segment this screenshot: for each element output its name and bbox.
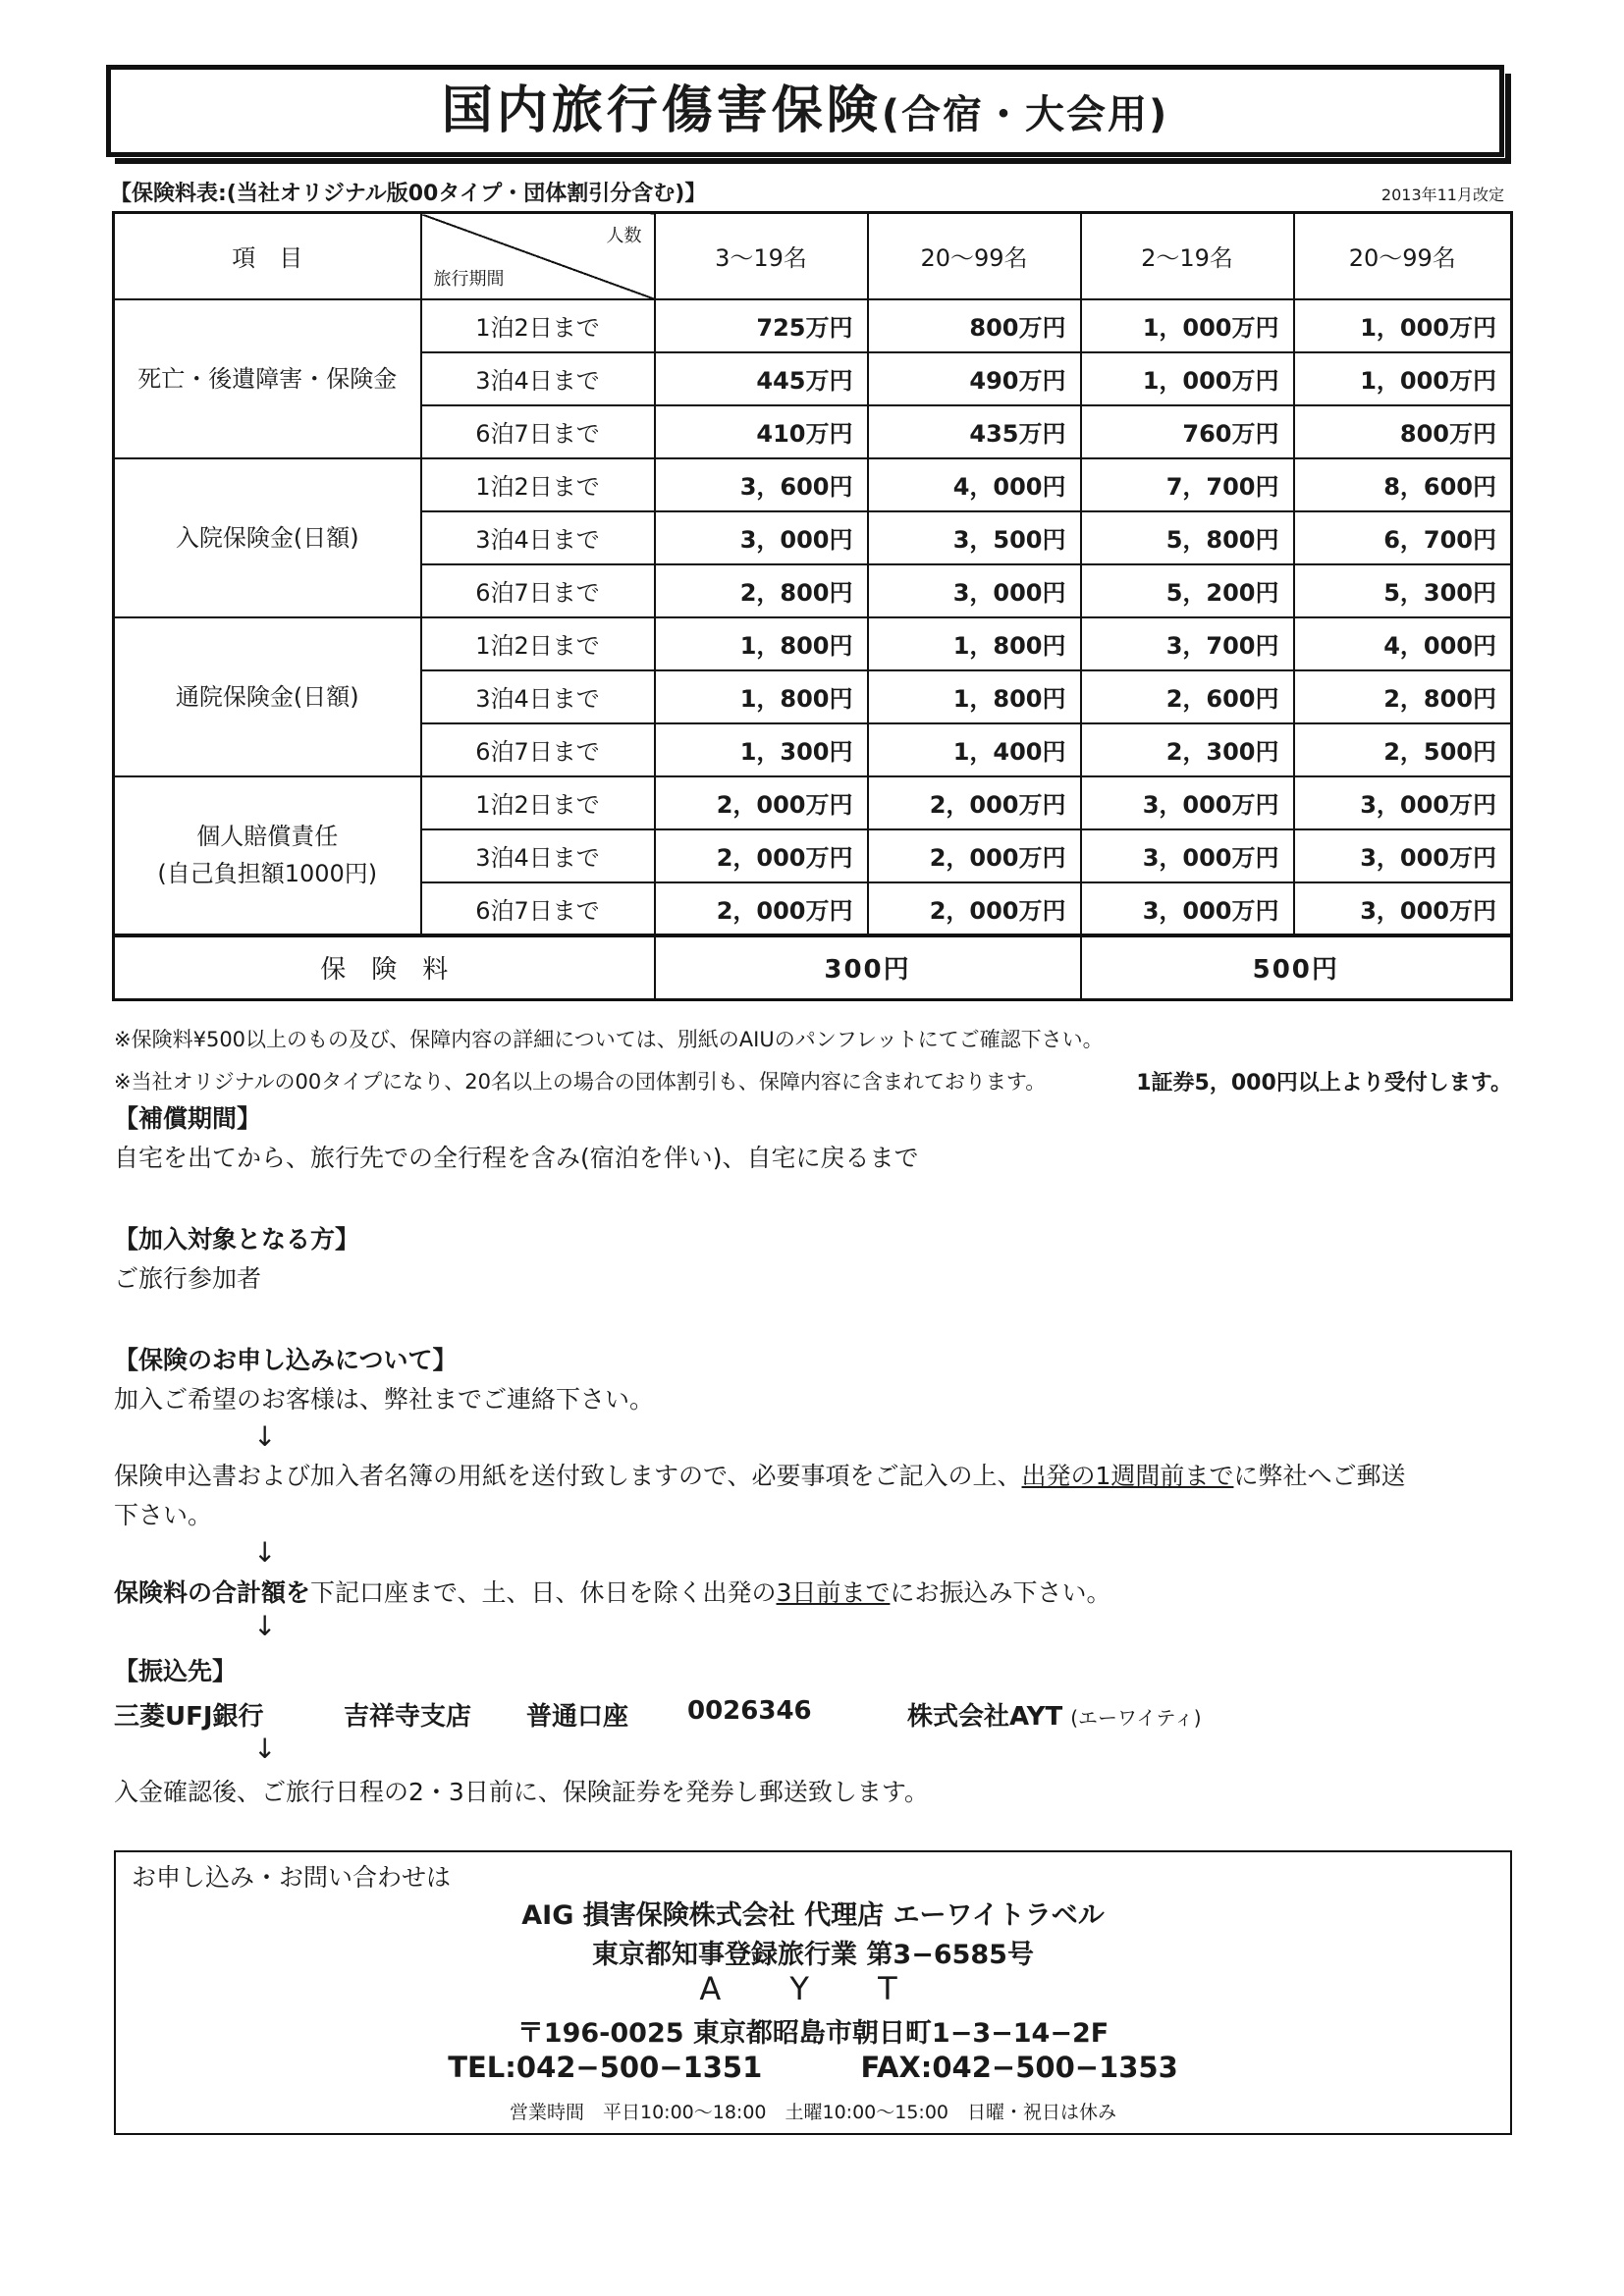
step2-text-b: に弊社へご郵送 [1233, 1462, 1406, 1490]
rate-cell: 1，400円 [868, 723, 1081, 776]
period-cell: 1泊2日まで [421, 299, 655, 352]
rate-cell: 435万円 [868, 405, 1081, 458]
rate-cell: 1，000万円 [1081, 352, 1294, 405]
bank-name: 三菱UFJ銀行 [114, 1702, 264, 1732]
account-holder-kana: (エーワイティ) [1070, 1706, 1202, 1730]
rate-cell: 1，000万円 [1294, 352, 1512, 405]
eligible-heading: 【加入対象となる方】 [114, 1225, 360, 1254]
application-step1: 加入ご希望のお客様は、弊社までご連絡下さい。 [114, 1385, 655, 1414]
category-liability [114, 776, 421, 935]
application-section [114, 1341, 654, 1419]
company-logo: A Y T [699, 1970, 927, 2007]
period-cell: 1泊2日まで [421, 458, 655, 511]
rate-cell: 5，800円 [1081, 511, 1294, 564]
rate-cell: 410万円 [655, 405, 868, 458]
rate-cell: 3，000万円 [1081, 776, 1294, 829]
page-subtitle: (合宿・大会用) [881, 92, 1169, 137]
business-hours: 営業時間 平日10:00〜18:00 土曜10:00〜15:00 日曜・祝日は休み [509, 2102, 1117, 2123]
rate-cell: 2，000万円 [655, 829, 868, 882]
travel-registration: 東京都知事登録旅行業 第3−6585号 [592, 1940, 1034, 1970]
rate-cell: 760万円 [1081, 405, 1294, 458]
premium-row [114, 935, 1512, 1000]
note-aiu: ※保険料¥500以上のもの及び、保障内容の詳細については、別紙のAIUのパンフレットにてご確認下さい。 [114, 1028, 1104, 1051]
transfer-final: 入金確認後、ご旅行日程の2・3日前に、保険証券を発券し郵送致します。 [114, 1778, 929, 1806]
phone-number: TEL:042−500−1351 [448, 2051, 763, 2084]
period-cell: 1泊2日まで [421, 617, 655, 670]
account-holder-name: 株式会社AYT [907, 1702, 1063, 1732]
rate-cell: 2，000万円 [868, 776, 1081, 829]
category-liability-name: 個人賠償責任 [196, 823, 339, 850]
rate-cell: 2，600円 [1081, 670, 1294, 723]
rate-cell: 2，800円 [655, 564, 868, 617]
period-cell: 3泊4日まで [421, 829, 655, 882]
rate-cell: 2，000万円 [655, 776, 868, 829]
period-cell: 6泊7日まで [421, 564, 655, 617]
table-row [114, 776, 1512, 829]
contact-title: お申し込み・お問い合わせは [132, 1863, 452, 1892]
account-holder [907, 1696, 1202, 1733]
arrow-down-icon: ↓ [253, 1536, 277, 1569]
header-item: 項 目 [114, 213, 421, 299]
page-title: 国内旅行傷害保険 [441, 81, 882, 140]
category-liability-note: (自己負担額1000円) [157, 860, 378, 887]
header-col-4: 20〜99名 [1294, 213, 1512, 299]
rate-cell: 3，000万円 [1081, 829, 1294, 882]
company-address: 〒196-0025 東京都昭島市朝日町1−3−14−2F [516, 2018, 1110, 2049]
rate-cell: 3，000円 [655, 511, 868, 564]
table-header-row [114, 213, 1512, 299]
rate-cell: 2，300円 [1081, 723, 1294, 776]
rate-cell: 6，700円 [1294, 511, 1512, 564]
header-people: 人数 [606, 226, 642, 246]
transfer-heading: 【振込先】 [114, 1657, 238, 1685]
arrow-down-icon: ↓ [253, 1420, 277, 1453]
category-hospital: 入院保険金(日額) [114, 458, 421, 617]
table-row [114, 617, 1512, 670]
rate-cell: 3，000万円 [1081, 882, 1294, 935]
application-step2 [114, 1457, 1489, 1535]
rate-cell: 7，700円 [1081, 458, 1294, 511]
rate-cell: 725万円 [655, 299, 868, 352]
rate-cell: 2，000万円 [868, 829, 1081, 882]
rate-cell: 5，200円 [1081, 564, 1294, 617]
rate-cell: 1，800円 [868, 670, 1081, 723]
bank-branch: 吉祥寺支店 [344, 1702, 472, 1732]
rate-cell: 2，000万円 [655, 882, 868, 935]
rate-cell: 1，000万円 [1081, 299, 1294, 352]
rates-header: 【保険料表:(当社オリジナル版00タイプ・団体割引分含む)】 [110, 182, 707, 206]
rate-cell: 1，300円 [655, 723, 868, 776]
rate-cell: 800万円 [868, 299, 1081, 352]
arrow-down-icon: ↓ [253, 1733, 277, 1765]
account-type: 普通口座 [526, 1702, 629, 1732]
rate-cell: 8，600円 [1294, 458, 1512, 511]
rate-cell: 2，800円 [1294, 670, 1512, 723]
rate-cell: 5，300円 [1294, 564, 1512, 617]
coverage-section [114, 1099, 919, 1178]
step3-text-a: 保険料の合計額を [114, 1578, 311, 1607]
period-cell: 6泊7日まで [421, 723, 655, 776]
premium-table [112, 211, 1513, 1001]
rate-cell: 2，500円 [1294, 723, 1512, 776]
eligible-section [114, 1220, 359, 1299]
rate-cell: 1，800円 [655, 617, 868, 670]
step3-text-c: にお振込み下さい。 [890, 1578, 1111, 1607]
rate-cell: 4，000円 [1294, 617, 1512, 670]
rate-cell: 1，000万円 [1294, 299, 1512, 352]
table-row [114, 458, 1512, 511]
eligible-text: ご旅行参加者 [114, 1264, 262, 1293]
coverage-text: 自宅を出てから、旅行先での全行程を含み(宿泊を伴い)、自宅に戻るまで [114, 1144, 919, 1172]
step3-deadline: 3日前まで [776, 1578, 891, 1607]
rate-cell: 3，600円 [655, 458, 868, 511]
arrow-down-icon: ↓ [253, 1610, 277, 1642]
period-cell: 1泊2日まで [421, 776, 655, 829]
header-col-3: 2〜19名 [1081, 213, 1294, 299]
note-discount-text: ※当社オリジナルの00タイプになり、20名以上の場合の団体割引も、保障内容に含まれております。 [114, 1070, 1047, 1094]
category-death: 死亡・後遺障害・保険金 [114, 299, 421, 458]
rate-cell: 1，800円 [655, 670, 868, 723]
rate-cell: 3，000円 [868, 564, 1081, 617]
rate-cell: 3，500円 [868, 511, 1081, 564]
step2-deadline: 出発の1週間前まで [1021, 1462, 1234, 1490]
period-cell: 3泊4日まで [421, 511, 655, 564]
account-number: 0026346 [687, 1696, 812, 1726]
period-cell: 3泊4日まで [421, 352, 655, 405]
premium-label: 保 険 料 [114, 935, 655, 1000]
header-period: 旅行期間 [433, 268, 505, 290]
rate-cell: 800万円 [1294, 405, 1512, 458]
application-heading: 【保険のお申し込みについて】 [114, 1346, 458, 1374]
agency-name: AIG 損害保険株式会社 代理店 エーワイトラベル [521, 1900, 1105, 1931]
rate-cell: 3，000万円 [1294, 829, 1512, 882]
period-cell: 3泊4日まで [421, 670, 655, 723]
period-cell: 6泊7日まで [421, 882, 655, 935]
rate-cell: 490万円 [868, 352, 1081, 405]
rate-cell: 3，700円 [1081, 617, 1294, 670]
phone-fax [116, 2051, 1510, 2084]
premium-value-1: 300円 [655, 935, 1081, 1000]
step3-text-b: 下記口座まで、土、日、休日を除く出発の [310, 1578, 777, 1607]
rate-cell: 4，000円 [868, 458, 1081, 511]
rate-cell: 445万円 [655, 352, 868, 405]
rate-cell: 1，800円 [868, 617, 1081, 670]
rate-cell: 3，000万円 [1294, 776, 1512, 829]
rate-cell: 3，000万円 [1294, 882, 1512, 935]
rate-cell: 2，000万円 [868, 882, 1081, 935]
header-col-1: 3〜19名 [655, 213, 868, 299]
premium-value-2: 500円 [1081, 935, 1512, 1000]
note-discount [114, 1066, 1512, 1095]
coverage-heading: 【補償期間】 [114, 1104, 262, 1133]
fax-number: FAX:042−500−1353 [860, 2051, 1178, 2084]
category-outpatient: 通院保険金(日額) [114, 617, 421, 776]
table-row [114, 299, 1512, 352]
revision-date: 2013年11月改定 [1380, 186, 1504, 204]
period-cell: 6泊7日まで [421, 405, 655, 458]
step2-text-a: 保険申込書および加入者名簿の用紙を送付致しますので、必要事項をご記入の上、 [114, 1462, 1022, 1490]
step2-text-c: 下さい。 [114, 1501, 213, 1529]
application-step3 [114, 1574, 1110, 1613]
header-col-2: 20〜99名 [868, 213, 1081, 299]
header-diagonal-cell [421, 213, 655, 299]
contact-box [114, 1850, 1512, 2135]
title-box [106, 65, 1504, 157]
note-minimum: 1証券5，000円以上より受付します。 [1136, 1071, 1512, 1095]
